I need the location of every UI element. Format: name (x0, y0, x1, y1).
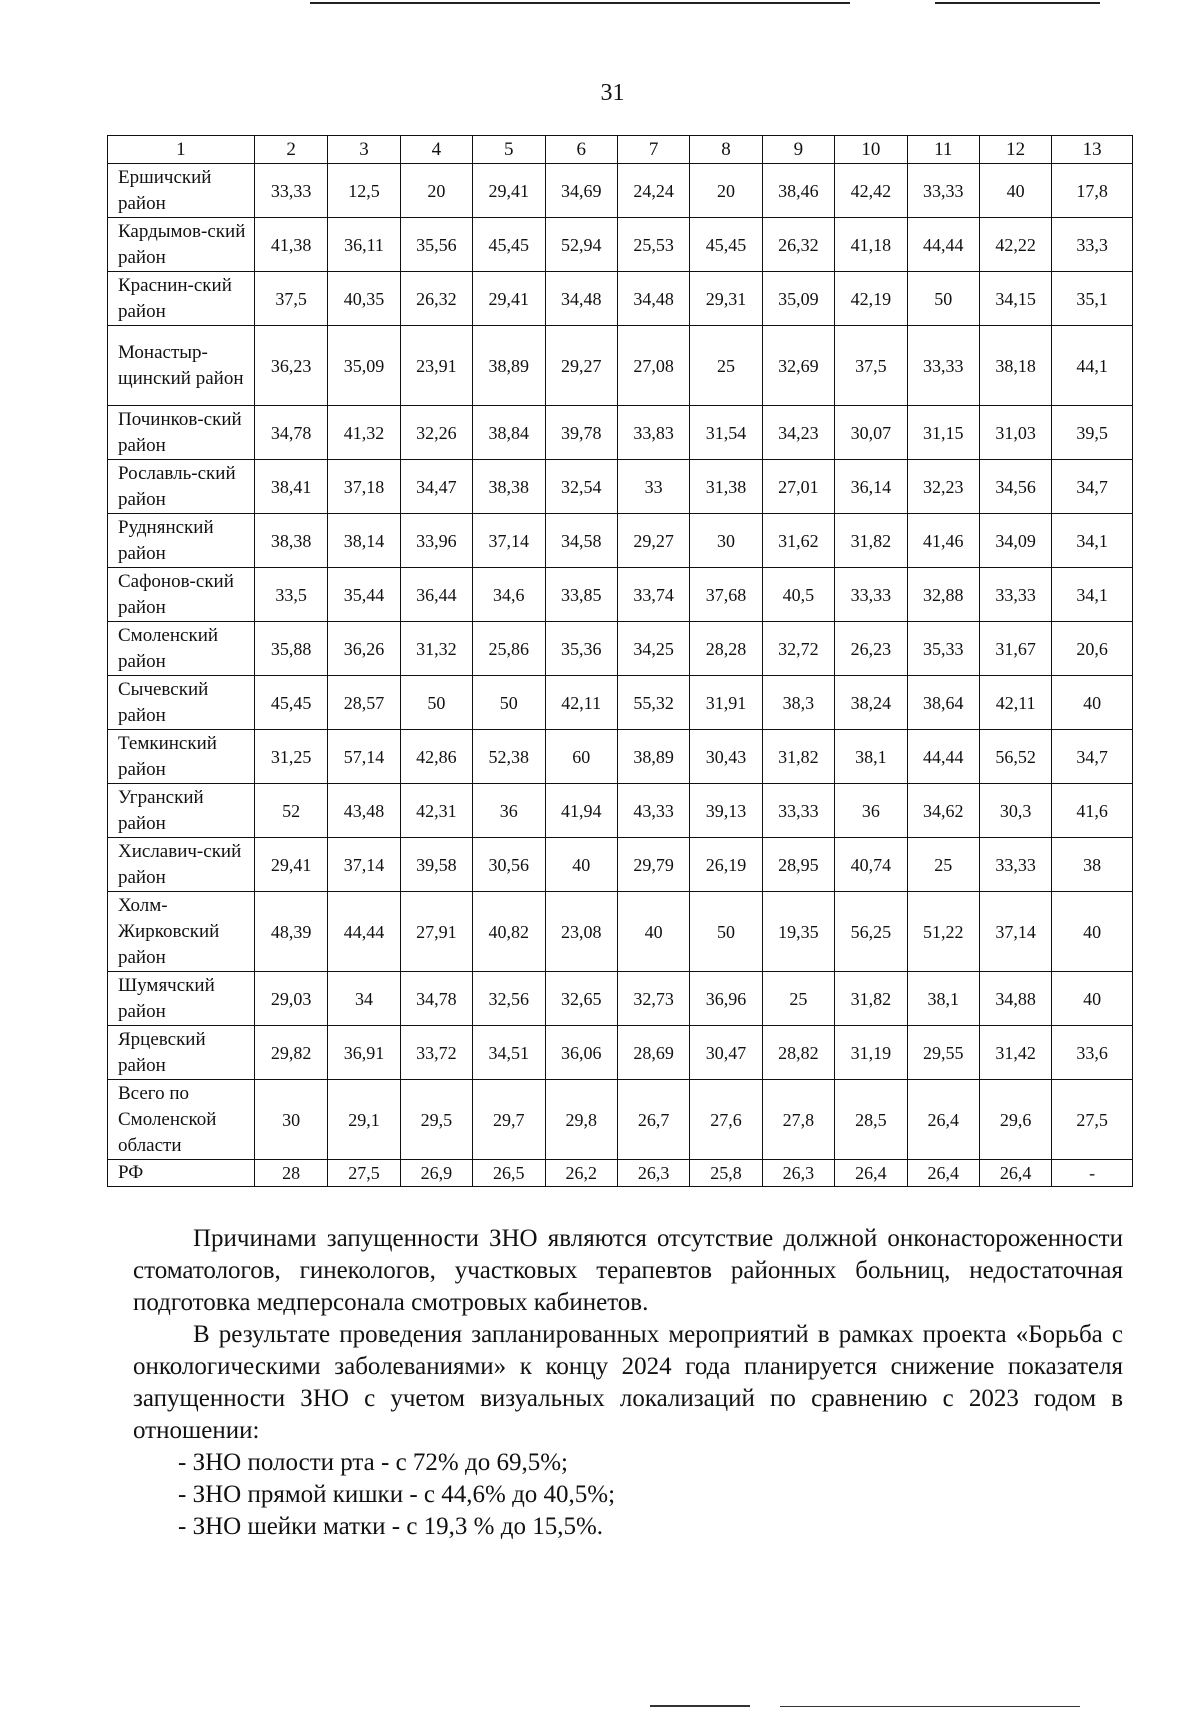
table-row (108, 972, 1133, 1026)
value-cell: 34,15 (979, 272, 1051, 326)
value-cell: 20 (690, 164, 762, 218)
value-cell: 30 (690, 514, 762, 568)
value-cell: 50 (907, 272, 979, 326)
value-cell: 40,74 (835, 838, 907, 892)
value-cell: 36,26 (328, 622, 400, 676)
value-cell: 26,4 (907, 1160, 979, 1187)
value-cell: 52,94 (545, 218, 617, 272)
value-cell: 31,91 (690, 676, 762, 730)
value-cell: 26,23 (835, 622, 907, 676)
table-body (108, 164, 1133, 1187)
value-cell: 36,14 (835, 460, 907, 514)
value-cell: 31,82 (835, 514, 907, 568)
value-cell: 31,62 (762, 514, 834, 568)
region-name-cell: Кардымов-ский район (108, 218, 255, 272)
value-cell: 34,09 (979, 514, 1051, 568)
value-cell: 27,5 (328, 1160, 400, 1187)
value-cell: 32,23 (907, 460, 979, 514)
value-cell: 32,88 (907, 568, 979, 622)
value-cell: 31,32 (400, 622, 472, 676)
value-cell: 25 (762, 972, 834, 1026)
value-cell: 31,19 (835, 1026, 907, 1080)
table-row (108, 326, 1133, 406)
scan-artifact-top-line (310, 2, 850, 4)
region-name-cell: Руднянский район (108, 514, 255, 568)
value-cell: 38 (1052, 838, 1133, 892)
value-cell: 23,08 (545, 892, 617, 972)
scan-artifact-bottom-line (650, 1705, 750, 1707)
value-cell: 34,47 (400, 460, 472, 514)
value-cell: 38,24 (835, 676, 907, 730)
region-name-cell: Темкинский район (108, 730, 255, 784)
value-cell: 33,6 (1052, 1026, 1133, 1080)
value-cell: 33,33 (835, 568, 907, 622)
value-cell: 24,24 (617, 164, 689, 218)
value-cell: 38,1 (835, 730, 907, 784)
value-cell: 40,82 (473, 892, 545, 972)
value-cell: 32,72 (762, 622, 834, 676)
value-cell: 40 (545, 838, 617, 892)
value-cell: 28,57 (328, 676, 400, 730)
paragraph-plan: В результате проведения запланированных мероприятий в рамках проекта «Борьба с онкологическими заболеваниями» к концу 2024 года планируется снижение показателя запущенности ЗНО с учетом визуальных локализаций по сравнению с 2023 годом в отношении: (133, 1321, 1123, 1444)
value-cell: 26,2 (545, 1160, 617, 1187)
value-cell: 44,44 (907, 730, 979, 784)
value-cell: 33,5 (254, 568, 327, 622)
column-header: 2 (254, 136, 327, 164)
value-cell: 29,82 (254, 1026, 327, 1080)
value-cell: 50 (400, 676, 472, 730)
column-header: 1 (108, 136, 255, 164)
table-row (108, 784, 1133, 838)
value-cell: 37,14 (328, 838, 400, 892)
value-cell: 35,33 (907, 622, 979, 676)
value-cell: 41,38 (254, 218, 327, 272)
region-name-cell: Рославль-ский район (108, 460, 255, 514)
column-header: 9 (762, 136, 834, 164)
value-cell: 31,25 (254, 730, 327, 784)
value-cell: 31,82 (835, 972, 907, 1026)
value-cell: 36,44 (400, 568, 472, 622)
value-cell: 34,1 (1052, 514, 1133, 568)
value-cell: 44,44 (907, 218, 979, 272)
value-cell: 20 (400, 164, 472, 218)
value-cell: 25,8 (690, 1160, 762, 1187)
value-cell: 38,3 (762, 676, 834, 730)
value-cell: 34,48 (545, 272, 617, 326)
value-cell: 40 (1052, 676, 1133, 730)
value-cell: 29,1 (328, 1080, 400, 1160)
value-cell: 34,6 (473, 568, 545, 622)
value-cell: 37,5 (835, 326, 907, 406)
value-cell: 33,33 (254, 164, 327, 218)
value-cell: 28,82 (762, 1026, 834, 1080)
value-cell: 38,1 (907, 972, 979, 1026)
value-cell: 44,1 (1052, 326, 1133, 406)
column-header: 10 (835, 136, 907, 164)
value-cell: 28,95 (762, 838, 834, 892)
value-cell: 32,54 (545, 460, 617, 514)
column-header: 3 (328, 136, 400, 164)
table-row (108, 838, 1133, 892)
value-cell: 26,5 (473, 1160, 545, 1187)
value-cell: 60 (545, 730, 617, 784)
table-row (108, 164, 1133, 218)
region-name-cell: Смоленский район (108, 622, 255, 676)
region-name-cell: Краснин-ский район (108, 272, 255, 326)
value-cell: 45,45 (254, 676, 327, 730)
value-cell: 29,41 (473, 164, 545, 218)
table-row (108, 460, 1133, 514)
value-cell: 33,33 (979, 838, 1051, 892)
value-cell: 33,96 (400, 514, 472, 568)
value-cell: 38,89 (617, 730, 689, 784)
value-cell: 36,91 (328, 1026, 400, 1080)
value-cell: 38,38 (473, 460, 545, 514)
value-cell: 27,8 (762, 1080, 834, 1160)
value-cell: 52,38 (473, 730, 545, 784)
value-cell: 42,42 (835, 164, 907, 218)
value-cell: 29,8 (545, 1080, 617, 1160)
value-cell: 34,48 (617, 272, 689, 326)
value-cell: 42,11 (979, 676, 1051, 730)
value-cell: 31,42 (979, 1026, 1051, 1080)
value-cell: 36,11 (328, 218, 400, 272)
value-cell: 33,3 (1052, 218, 1133, 272)
column-header: 13 (1052, 136, 1133, 164)
region-name-cell: Шумячский район (108, 972, 255, 1026)
value-cell: 35,56 (400, 218, 472, 272)
value-cell: 50 (473, 676, 545, 730)
value-cell: 30,47 (690, 1026, 762, 1080)
value-cell: 34,56 (979, 460, 1051, 514)
paragraph-causes: Причинами запущенности ЗНО являются отсутствие должной онконастороженности стоматологов, гинекологов, участковых терапевтов районных больниц, недостаточная подготовка медперсонала смотровых кабинетов. (133, 1225, 1123, 1316)
value-cell: 35,1 (1052, 272, 1133, 326)
value-cell: 26,4 (835, 1160, 907, 1187)
value-cell: - (1052, 1160, 1133, 1187)
region-name-cell: Холм-Жирковский район (108, 892, 255, 972)
value-cell: 30,56 (473, 838, 545, 892)
value-cell: 42,11 (545, 676, 617, 730)
column-header: 8 (690, 136, 762, 164)
value-cell: 35,36 (545, 622, 617, 676)
value-cell: 29,7 (473, 1080, 545, 1160)
value-cell: 29,31 (690, 272, 762, 326)
value-cell: 32,56 (473, 972, 545, 1026)
value-cell: 34,23 (762, 406, 834, 460)
value-cell: 33,33 (762, 784, 834, 838)
value-cell: 39,58 (400, 838, 472, 892)
value-cell: 33,74 (617, 568, 689, 622)
value-cell: 28,28 (690, 622, 762, 676)
value-cell: 41,46 (907, 514, 979, 568)
value-cell: 27,08 (617, 326, 689, 406)
region-name-cell: РФ (108, 1160, 255, 1187)
column-header: 4 (400, 136, 472, 164)
value-cell: 29,79 (617, 838, 689, 892)
value-cell: 38,89 (473, 326, 545, 406)
value-cell: 26,9 (400, 1160, 472, 1187)
value-cell: 29,5 (400, 1080, 472, 1160)
value-cell: 30,3 (979, 784, 1051, 838)
scan-artifact-bottom-line-right (780, 1706, 1080, 1707)
region-name-cell: Монастыр-щинский район (108, 326, 255, 406)
value-cell: 25 (907, 838, 979, 892)
value-cell: 34,78 (400, 972, 472, 1026)
value-cell: 42,86 (400, 730, 472, 784)
value-cell: 51,22 (907, 892, 979, 972)
value-cell: 36,06 (545, 1026, 617, 1080)
value-cell: 31,15 (907, 406, 979, 460)
value-cell: 27,91 (400, 892, 472, 972)
table-row (108, 514, 1133, 568)
value-cell: 34,7 (1052, 730, 1133, 784)
value-cell: 26,3 (617, 1160, 689, 1187)
list-item: - ЗНО прямой кишки - с 44,6% до 40,5%; (178, 1481, 616, 1508)
value-cell: 33,85 (545, 568, 617, 622)
body-text (133, 1223, 1123, 1543)
value-cell: 29,55 (907, 1026, 979, 1080)
value-cell: 36,96 (690, 972, 762, 1026)
value-cell: 43,33 (617, 784, 689, 838)
column-header: 5 (473, 136, 545, 164)
value-cell: 45,45 (690, 218, 762, 272)
value-cell: 56,25 (835, 892, 907, 972)
value-cell: 34 (328, 972, 400, 1026)
list-item: - ЗНО шейки матки - с 19,3 % до 15,5%. (178, 1513, 604, 1540)
value-cell: 38,64 (907, 676, 979, 730)
value-cell: 19,35 (762, 892, 834, 972)
value-cell: 34,7 (1052, 460, 1133, 514)
value-cell: 56,52 (979, 730, 1051, 784)
region-name-cell: Угранский район (108, 784, 255, 838)
value-cell: 27,01 (762, 460, 834, 514)
table-row (108, 218, 1133, 272)
value-cell: 27,5 (1052, 1080, 1133, 1160)
value-cell: 30,43 (690, 730, 762, 784)
table-row (108, 406, 1133, 460)
value-cell: 40,5 (762, 568, 834, 622)
value-cell: 37,68 (690, 568, 762, 622)
table-row (108, 568, 1133, 622)
value-cell: 42,19 (835, 272, 907, 326)
value-cell: 33,33 (907, 326, 979, 406)
value-cell: 33,83 (617, 406, 689, 460)
value-cell: 29,27 (617, 514, 689, 568)
value-cell: 41,94 (545, 784, 617, 838)
value-cell: 34,58 (545, 514, 617, 568)
page-number: 31 (600, 80, 625, 106)
value-cell: 31,03 (979, 406, 1051, 460)
value-cell: 26,32 (762, 218, 834, 272)
value-cell: 38,14 (328, 514, 400, 568)
column-header: 6 (545, 136, 617, 164)
table-row (108, 730, 1133, 784)
value-cell: 25 (690, 326, 762, 406)
value-cell: 12,5 (328, 164, 400, 218)
value-cell: 41,6 (1052, 784, 1133, 838)
data-table (107, 135, 1133, 1187)
value-cell: 26,3 (762, 1160, 834, 1187)
value-cell: 41,18 (835, 218, 907, 272)
value-cell: 36 (473, 784, 545, 838)
value-cell: 32,26 (400, 406, 472, 460)
region-name-cell: Починков-ский район (108, 406, 255, 460)
value-cell: 52 (254, 784, 327, 838)
value-cell: 33,72 (400, 1026, 472, 1080)
value-cell: 31,38 (690, 460, 762, 514)
region-name-cell: Ершичский район (108, 164, 255, 218)
value-cell: 25,53 (617, 218, 689, 272)
value-cell: 29,27 (545, 326, 617, 406)
value-cell: 36 (835, 784, 907, 838)
column-header: 12 (979, 136, 1051, 164)
value-cell: 34,69 (545, 164, 617, 218)
table-row (108, 892, 1133, 972)
value-cell: 35,09 (328, 326, 400, 406)
value-cell: 39,78 (545, 406, 617, 460)
value-cell: 26,32 (400, 272, 472, 326)
value-cell: 38,18 (979, 326, 1051, 406)
table-header-row (108, 136, 1133, 164)
value-cell: 38,38 (254, 514, 327, 568)
value-cell: 38,41 (254, 460, 327, 514)
value-cell: 23,91 (400, 326, 472, 406)
value-cell: 33 (617, 460, 689, 514)
value-cell: 37,14 (473, 514, 545, 568)
value-cell: 31,82 (762, 730, 834, 784)
value-cell: 31,67 (979, 622, 1051, 676)
value-cell: 33,33 (907, 164, 979, 218)
table-row (108, 1160, 1133, 1187)
value-cell: 32,65 (545, 972, 617, 1026)
value-cell: 45,45 (473, 218, 545, 272)
value-cell: 29,41 (473, 272, 545, 326)
value-cell: 40 (979, 164, 1051, 218)
value-cell: 48,39 (254, 892, 327, 972)
region-name-cell: Сафонов-ский район (108, 568, 255, 622)
value-cell: 26,4 (907, 1080, 979, 1160)
value-cell: 26,19 (690, 838, 762, 892)
value-cell: 28,69 (617, 1026, 689, 1080)
value-cell: 37,18 (328, 460, 400, 514)
value-cell: 40 (617, 892, 689, 972)
value-cell: 26,7 (617, 1080, 689, 1160)
value-cell: 42,31 (400, 784, 472, 838)
target-list (133, 1447, 1123, 1543)
value-cell: 32,69 (762, 326, 834, 406)
value-cell: 26,4 (979, 1160, 1051, 1187)
value-cell: 34,88 (979, 972, 1051, 1026)
value-cell: 35,88 (254, 622, 327, 676)
value-cell: 39,5 (1052, 406, 1133, 460)
value-cell: 43,48 (328, 784, 400, 838)
value-cell: 31,54 (690, 406, 762, 460)
value-cell: 28,5 (835, 1080, 907, 1160)
value-cell: 25,86 (473, 622, 545, 676)
table-row (108, 1026, 1133, 1080)
table-row (108, 1080, 1133, 1160)
value-cell: 29,03 (254, 972, 327, 1026)
table-row (108, 272, 1133, 326)
region-name-cell: Ярцевский район (108, 1026, 255, 1080)
value-cell: 35,44 (328, 568, 400, 622)
value-cell: 20,6 (1052, 622, 1133, 676)
value-cell: 37,5 (254, 272, 327, 326)
region-name-cell: Сычевский район (108, 676, 255, 730)
value-cell: 42,22 (979, 218, 1051, 272)
region-name-cell: Хиславич-ский район (108, 838, 255, 892)
value-cell: 34,25 (617, 622, 689, 676)
region-name-cell: Всего по Смоленской области (108, 1080, 255, 1160)
value-cell: 38,46 (762, 164, 834, 218)
value-cell: 40 (1052, 892, 1133, 972)
value-cell: 30,07 (835, 406, 907, 460)
value-cell: 17,8 (1052, 164, 1133, 218)
value-cell: 34,62 (907, 784, 979, 838)
value-cell: 39,13 (690, 784, 762, 838)
column-header: 7 (617, 136, 689, 164)
value-cell: 27,6 (690, 1080, 762, 1160)
value-cell: 44,44 (328, 892, 400, 972)
value-cell: 32,73 (617, 972, 689, 1026)
value-cell: 34,1 (1052, 568, 1133, 622)
value-cell: 55,32 (617, 676, 689, 730)
value-cell: 38,84 (473, 406, 545, 460)
value-cell: 34,78 (254, 406, 327, 460)
table-row (108, 622, 1133, 676)
table-row (108, 676, 1133, 730)
value-cell: 50 (690, 892, 762, 972)
value-cell: 34,51 (473, 1026, 545, 1080)
value-cell: 40,35 (328, 272, 400, 326)
value-cell: 41,32 (328, 406, 400, 460)
list-item: - ЗНО полости рта - с 72% до 69,5%; (178, 1449, 568, 1476)
scan-artifact-top-line-right (935, 2, 1100, 4)
value-cell: 28 (254, 1160, 327, 1187)
value-cell: 36,23 (254, 326, 327, 406)
value-cell: 37,14 (979, 892, 1051, 972)
value-cell: 29,6 (979, 1080, 1051, 1160)
value-cell: 35,09 (762, 272, 834, 326)
value-cell: 40 (1052, 972, 1133, 1026)
value-cell: 29,41 (254, 838, 327, 892)
value-cell: 33,33 (979, 568, 1051, 622)
column-header: 11 (907, 136, 979, 164)
value-cell: 57,14 (328, 730, 400, 784)
value-cell: 30 (254, 1080, 327, 1160)
